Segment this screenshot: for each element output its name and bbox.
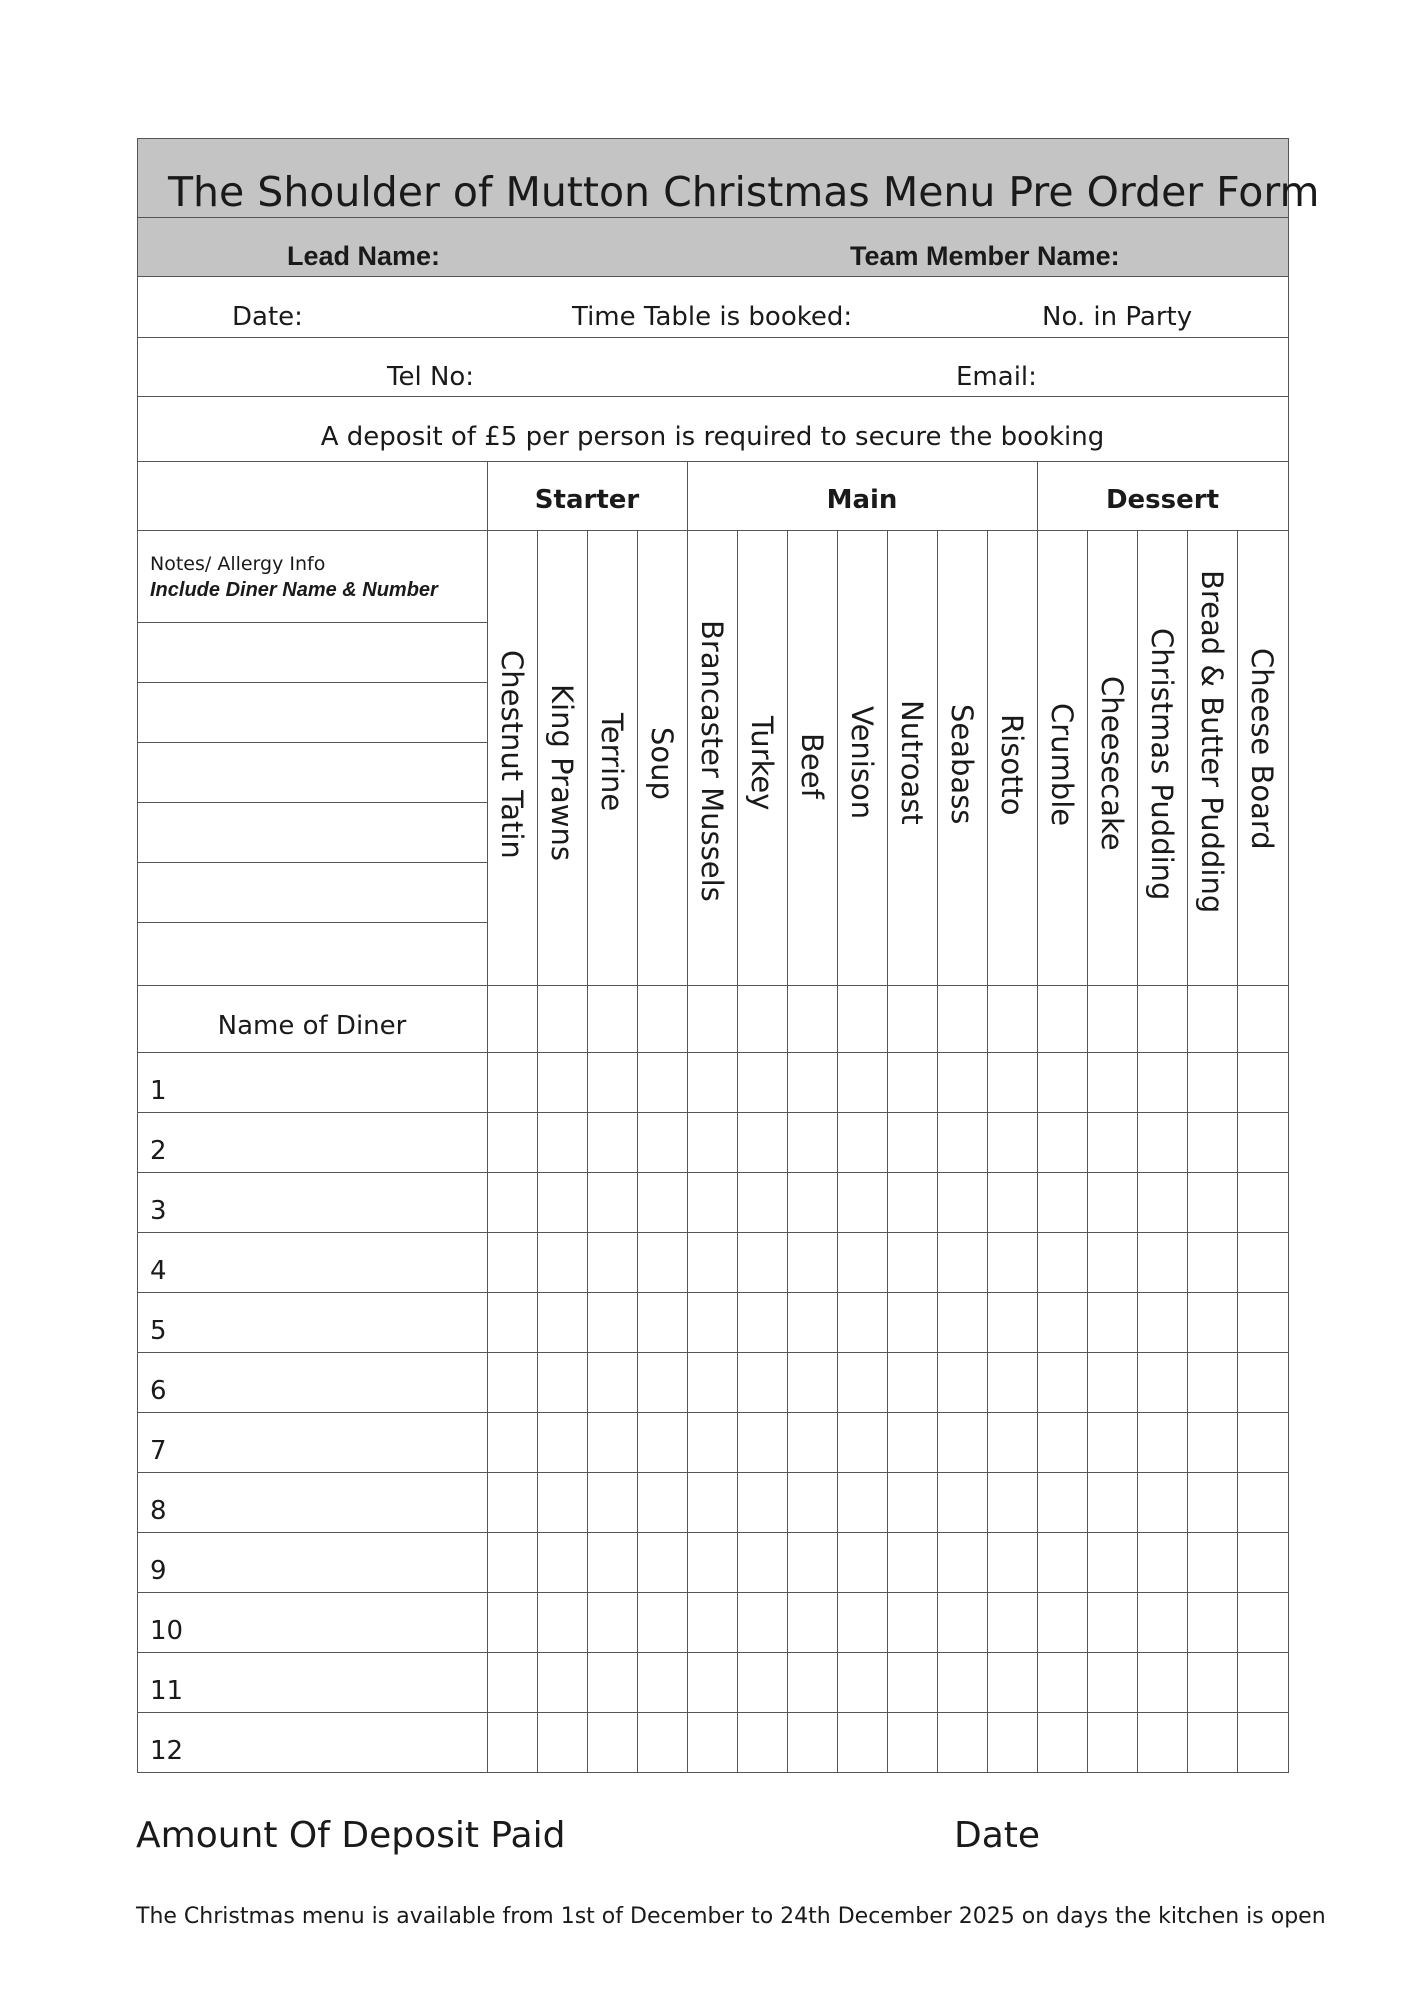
menu-item-christmas-pudding: Christmas Pudding xyxy=(1145,628,1179,901)
menu-item-venison: Venison xyxy=(845,706,879,820)
diner-number: 10 xyxy=(150,1616,184,1646)
lead-name-label: Lead Name: xyxy=(287,241,441,271)
menu-item-beef: Beef xyxy=(795,733,829,799)
date-label: Date: xyxy=(232,302,303,332)
menu-item-risotto: Risotto xyxy=(995,714,1029,816)
diner-number: 5 xyxy=(150,1316,167,1346)
form-title: The Shoulder of Mutton Christmas Menu Pre Order Form xyxy=(168,168,1320,216)
menu-item-crumble: Crumble xyxy=(1045,703,1079,827)
menu-item-chestnut-tatin: Chestnut Tatin xyxy=(495,650,529,859)
section-main: Main xyxy=(826,485,898,515)
diner-number: 12 xyxy=(150,1736,184,1766)
menu-item-bread-butter-pudding: Bread & Butter Pudding xyxy=(1195,570,1229,914)
availability-note: The Christmas menu is available from 1st of December to 24th December 2025 on days the kitchen is open xyxy=(136,1904,1326,1929)
menu-item-king-prawns: King Prawns xyxy=(545,684,579,861)
diner-number: 11 xyxy=(150,1676,184,1706)
menu-item-cheese-board: Cheese Board xyxy=(1245,648,1279,850)
menu-item-brancaster-mussels: Brancaster Mussels xyxy=(695,620,729,902)
notes-sublabel: Include Diner Name & Number xyxy=(150,579,438,601)
menu-item-cheesecake: Cheesecake xyxy=(1095,676,1129,851)
notes-label: Notes/ Allergy Info xyxy=(150,553,326,575)
menu-item-terrine: Terrine xyxy=(595,713,629,812)
diner-number: 4 xyxy=(150,1256,167,1286)
diner-number: 3 xyxy=(150,1196,167,1226)
tel-label: Tel No: xyxy=(387,362,475,392)
diner-number: 9 xyxy=(150,1556,167,1586)
diner-number: 2 xyxy=(150,1136,167,1166)
deposit-paid-label: Amount Of Deposit Paid xyxy=(136,1815,566,1856)
email-label: Email: xyxy=(956,362,1037,392)
diner-name-header: Name of Diner xyxy=(217,1011,407,1041)
time-booked-label: Time Table is booked: xyxy=(572,302,853,332)
menu-item-seabass: Seabass xyxy=(945,704,979,825)
menu-item-soup: Soup xyxy=(645,727,679,800)
team-member-label: Team Member Name: xyxy=(850,241,1120,271)
diner-number: 7 xyxy=(150,1436,167,1466)
diner-number: 6 xyxy=(150,1376,167,1406)
section-dessert: Dessert xyxy=(1105,485,1220,515)
diner-number: 1 xyxy=(150,1076,167,1106)
party-size-label: No. in Party xyxy=(1042,302,1193,332)
menu-item-nutroast: Nutroast xyxy=(895,700,929,825)
section-starter: Starter xyxy=(534,485,640,515)
menu-item-turkey: Turkey xyxy=(745,716,779,811)
footer-date-label: Date xyxy=(954,1815,1041,1856)
deposit-note: A deposit of £5 per person is required to secure the booking xyxy=(320,422,1105,452)
diner-number: 8 xyxy=(150,1496,167,1526)
